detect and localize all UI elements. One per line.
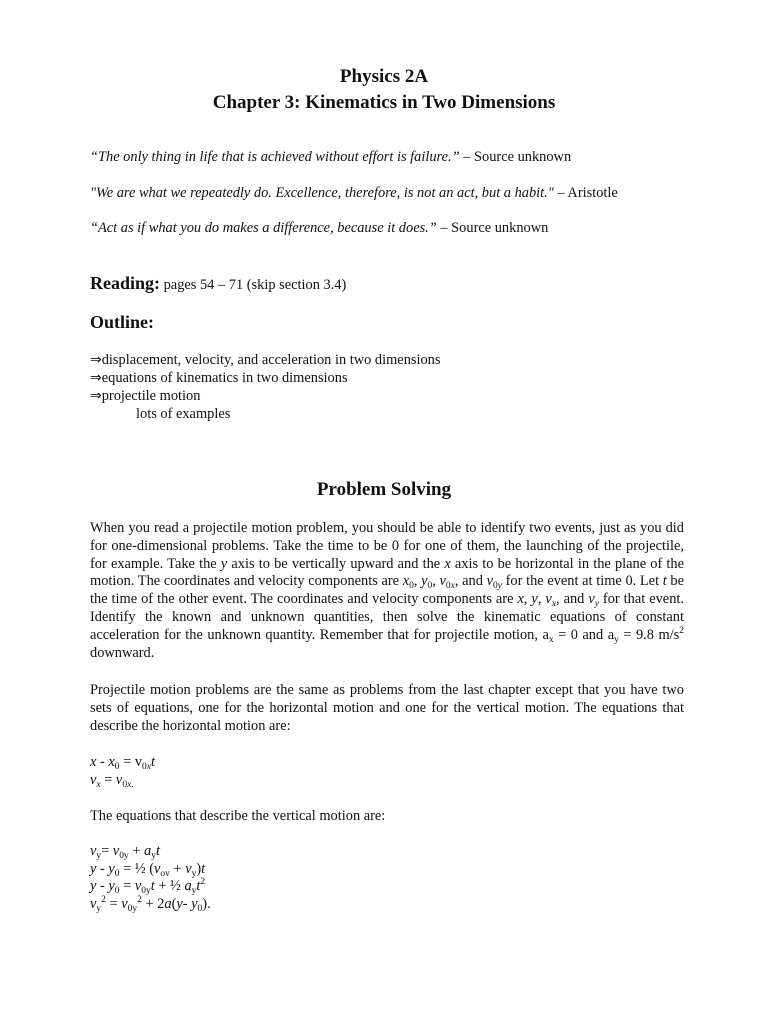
quote-2-attribution: – Aristotle — [553, 185, 618, 201]
paragraph-2: Projectile motion problems are the same as problems from the last chapter except that you have two sets of equations, one for the horizontal motion and one for the vertical motion. The equations that describe the horizontal motion are: — [90, 682, 684, 734]
equation-horizontal-position: $x - x_0 = v_{0x}t$ — [90, 754, 156, 772]
paragraph-3: The equations that describe the vertical motion are: — [90, 808, 386, 824]
outline-item: ⇒displacement, velocity, and acceleration in two dimensions — [90, 352, 441, 368]
outline-subitem: lots of examples — [136, 406, 231, 422]
equation-vertical-velocity: $v_y= v_{0y} + a_yt$ — [90, 843, 161, 861]
vertical-equations — [90, 843, 684, 913]
quote-1-text: “The only thing in life that is achieved without effort is failure.” — [90, 149, 460, 165]
quote-3 — [90, 219, 684, 237]
equation-horizontal-velocity: $v_x = v_{0x.}$ — [90, 771, 134, 790]
reading-line — [90, 274, 684, 294]
reading-text: pages 54 – 71 (skip section 3.4) — [160, 277, 347, 293]
outline-list — [90, 351, 684, 423]
section-heading: Problem Solving — [316, 479, 452, 500]
right-double-arrow-icon: ⇒ — [90, 388, 102, 404]
outline-item: ⇒equations of kinematics in two dimensions — [90, 370, 348, 386]
equation-vertical-position: $y - y_0 = v_{0y}t$ + ½ $a_yt^2$ — [90, 877, 206, 896]
quote-3-attribution: – Source unknown — [436, 220, 549, 236]
title-line-2: Chapter 3: Kinematics in Two Dimensions — [212, 92, 556, 113]
quote-2-text: "We are what we repeatedly do. Excellence, therefore, is not an act, but a habit." — [90, 185, 554, 201]
paragraph-1: When you read a projectile motion problem, you should be able to identify two events, just as you did for one-dimensional problems. Take the time to be 0 for one of them, the launching of the projectile, for example. Take the y axis to be vertically upward and the x axis to be horizontal in the plane of the motion. The coordinates and velocity components are $x_0$, $y_0$, $v_{0x}$, and $v_{0y}$ for the event at time 0. Let t be the time of the other event. The coordinates and velocity components are x, y, $v_x$, and $v_y$ for that event. Identify the known and unknown quantities, then solve the kinematic equations of constant acceleration for the unknown quantity. Remember that for projectile motion, $a_x = 0$ and $a_y = 9.8$ $m/s^2$ downward. — [90, 520, 684, 661]
right-double-arrow-icon: ⇒ — [90, 370, 102, 386]
right-double-arrow-icon: ⇒ — [90, 352, 102, 368]
outline-item: ⇒projectile motion — [90, 388, 201, 404]
quote-1 — [90, 148, 684, 166]
quote-1-attribution: – Source unknown — [459, 149, 572, 165]
quote-2 — [90, 184, 684, 202]
quote-3-text: “Act as if what you do makes a difference, because it does.” — [90, 220, 437, 236]
equation-vertical-average: y - $y_0$ = ½ $(v_{ov} + v_y)t$ — [90, 860, 206, 879]
reading-label: Reading: — [90, 273, 161, 293]
title-line-1: Physics 2A — [339, 66, 429, 87]
outline-heading: Outline: — [90, 312, 155, 332]
equation-vertical-squared: $v_y^2 = v_{0y}^2 + 2a(y-$ $y_0$). — [90, 894, 211, 914]
horizontal-equations — [90, 754, 684, 789]
